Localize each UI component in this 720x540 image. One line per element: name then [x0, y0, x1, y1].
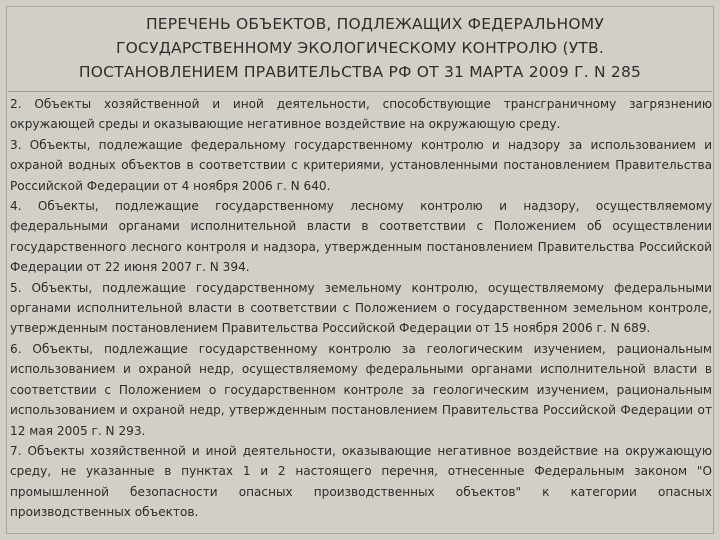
title-line-1: ПЕРЕЧЕНЬ ОБЪЕКТОВ, ПОДЛЕЖАЩИХ ФЕДЕРАЛЬНОМУ [145, 15, 605, 33]
title-line-2: ГОСУДАРСТВЕННОМУ ЭКОЛОГИЧЕСКОМУ КОНТРОЛЮ (УТВ. [116, 39, 604, 57]
list-item-4: 4. Объекты, подлежащие государственному лесному контролю и надзору, осуществляемому федеральными органами исполнительной власти в соответствии с Положением об осуществлении государственного лесного контроля и надзора, утвержденным постановлением Правительства Российской Федерации от 22 июня 2007 г. N 394. [10, 199, 712, 275]
slide-title [40, 12, 680, 84]
list-item-3: 3. Объекты, подлежащие федеральному государственному контролю и надзору за использованием и охраной водных объектов в соответствии с критериями, установленными постановлением Правительства Российской Федерации от 4 ноября 2006 г. N 640. [10, 137, 712, 193]
list-item-7: 7. Объекты хозяйственной и иной деятельности, оказывающие негативное воздействие на окружающую среду, не указанные в пунктах 1 и 2 настоящего перечня, отнесенные Федеральным законом "О промышленной безопасности опасных производственных объектов" к категории опасных производственных объектов. [10, 443, 712, 520]
list-body [10, 94, 712, 523]
list-item-6: 6. Объекты, подлежащие государственному контролю за геологическим изучением, рациональным использованием и охраной недр, осуществляемому федеральными органами исполнительной власти в соответствии с Положением о государственном контроле за геологическим изучением, рациональным использованием и охраной недр, утвержденным постановлением Правительства Российской Федерации от 12 мая 2005 г. N 293. [10, 341, 712, 438]
list-item-2: 2. Объекты хозяйственной и иной деятельности, способствующие трансграничному загрязнению окружающей среды и оказывающие негативное воздействие на окружающую среду. [10, 97, 712, 132]
list-item-5: 5. Объекты, подлежащие государственному земельному контролю, осуществляемому федеральными органами исполнительной власти в соответствии с Положением о государственном земельном контроле, утвержденным постановлением Правительства Российской Федерации от 15 ноября 2006 г. N 689. [10, 280, 712, 336]
title-divider [8, 91, 712, 92]
title-line-3: ПОСТАНОВЛЕНИЕМ ПРАВИТЕЛЬСТВА РФ ОТ 31 МАРТА 2009 Г. N 285 [78, 63, 642, 81]
